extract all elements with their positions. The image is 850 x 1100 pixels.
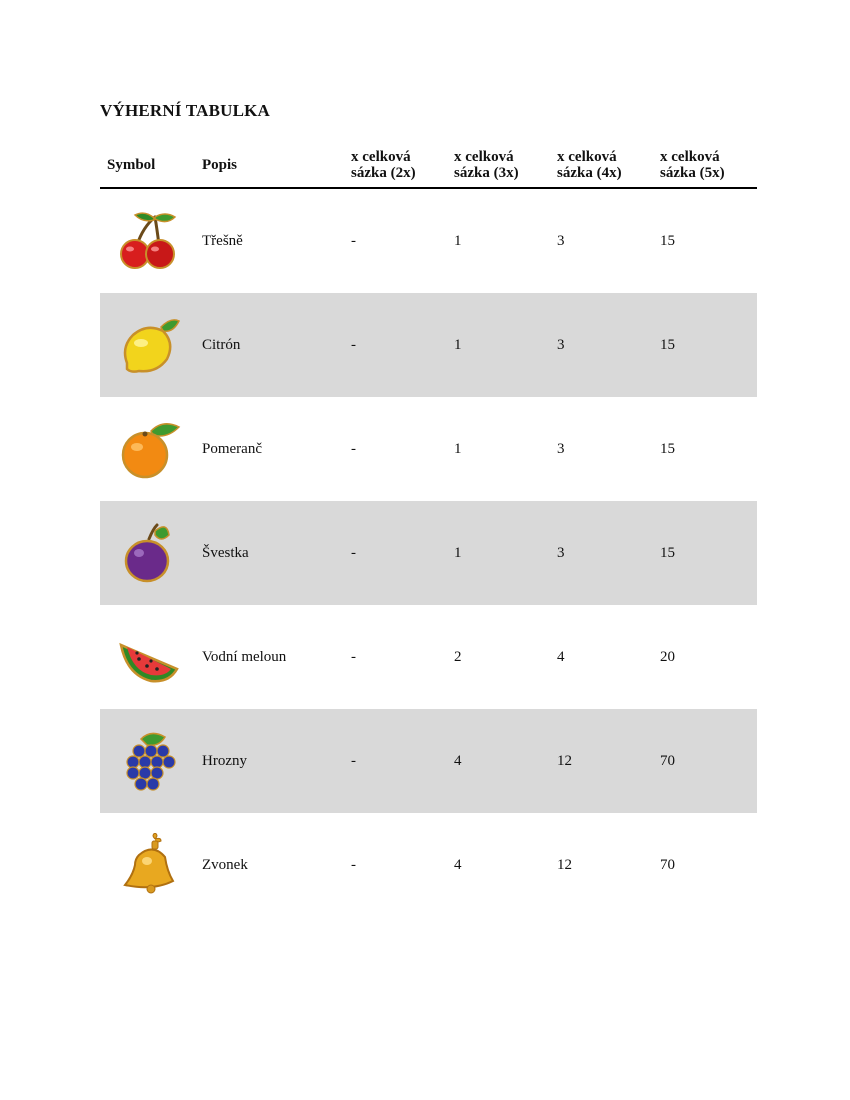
table-row [100,813,757,917]
table-header-row [100,143,757,188]
payout-3x: 1 [454,501,557,605]
payout-4x: 3 [557,501,660,605]
payout-2x: - [351,501,454,605]
payout-2x: - [351,856,356,873]
symbol-name: Hrozny [202,709,351,813]
plum-icon [117,521,181,585]
payout-4x: 3 [557,440,565,457]
payout-4x: 12 [557,709,660,813]
payout-5x: 20 [660,648,675,665]
payout-2x: - [351,709,454,813]
symbol-name: Pomeranč [202,440,262,457]
header-symbol: Symbol [100,143,202,188]
table-row [100,501,757,605]
payout-5x: 15 [660,440,675,457]
table-row [100,188,757,293]
payout-4x: 12 [557,856,572,873]
page-title: VÝHERNÍ TABULKA [100,101,271,120]
bell-icon [117,833,181,897]
symbol-name: Vodní meloun [202,648,287,665]
cherry-icon [117,209,181,273]
payout-3x: 1 [454,232,462,249]
symbol-name: Zvonek [202,856,248,873]
symbol-name: Citrón [202,293,351,397]
payout-2x: - [351,293,454,397]
payout-3x: 2 [454,648,462,665]
payout-4x: 3 [557,293,660,397]
payout-5x: 15 [660,293,757,397]
table-row [100,397,757,501]
header-3x: x celková sázka (3x) [454,143,557,188]
header-description: Popis [202,143,351,188]
grapes-icon [117,729,181,793]
payout-2x: - [351,440,356,457]
payout-3x: 1 [454,440,462,457]
orange-icon [117,417,181,481]
payout-3x: 4 [454,856,462,873]
payout-2x: - [351,232,356,249]
payout-3x: 4 [454,709,557,813]
payout-5x: 15 [660,232,675,249]
payout-5x: 15 [660,501,757,605]
payout-4x: 3 [557,232,565,249]
header-4x: x celková sázka (4x) [557,143,660,188]
symbol-name: Třešně [202,232,243,249]
payout-4x: 4 [557,648,565,665]
watermelon-icon [117,625,181,689]
lemon-icon [117,313,181,377]
header-5x: x celková sázka (5x) [660,143,757,188]
payout-5x: 70 [660,709,757,813]
table-row [100,709,757,813]
payout-5x: 70 [660,856,675,873]
symbol-name: Švestka [202,501,351,605]
table-row [100,293,757,397]
paytable [100,143,757,917]
payout-3x: 1 [454,293,557,397]
table-row [100,605,757,709]
payout-2x: - [351,648,356,665]
header-2x: x celková sázka (2x) [351,143,454,188]
